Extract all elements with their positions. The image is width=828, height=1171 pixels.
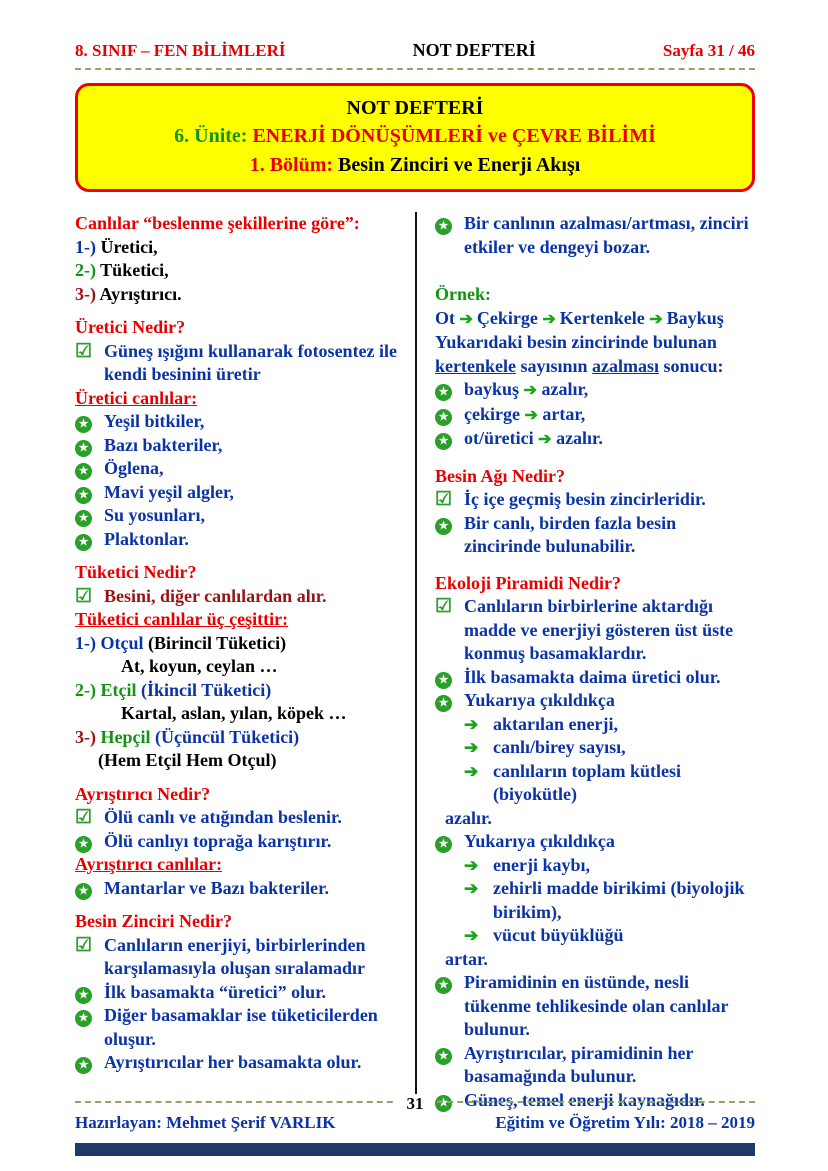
- star-icon: ★: [435, 836, 452, 853]
- text-line: [435, 713, 755, 737]
- check-bullet-icon: ☑: [75, 807, 93, 829]
- text-segment: aktarılan enerji,: [493, 713, 618, 734]
- text-line: [75, 481, 415, 505]
- text-segment: Bazı bakteriler,: [104, 434, 223, 455]
- star-icon: ★: [75, 1010, 92, 1027]
- line-text: [445, 808, 492, 828]
- line-text: [75, 784, 210, 804]
- text-segment: Üretici,: [96, 236, 158, 257]
- star-icon: ★: [75, 487, 92, 504]
- text-line: [435, 807, 755, 831]
- text-segment: Besini, diğer canlılardan alır.: [104, 585, 327, 606]
- text-segment: ➔: [459, 310, 477, 328]
- footer-author: Hazırlayan: Mehmet Şerif VARLIK: [75, 1113, 336, 1132]
- star-bullet-icon: [75, 981, 104, 1005]
- star-bullet-icon: [435, 971, 464, 995]
- text-line: [75, 259, 415, 283]
- text-segment: Öglena,: [104, 458, 164, 479]
- line-text: [493, 713, 755, 737]
- header-title: NOT DEFTERİ: [412, 40, 536, 60]
- line-text: [75, 562, 197, 582]
- text-line: [435, 331, 755, 378]
- line-text: [104, 877, 415, 901]
- text-line: [75, 1004, 415, 1051]
- section-heading: [435, 572, 755, 596]
- arrow-bullet-icon: ➔: [464, 738, 479, 758]
- text-line: [435, 212, 755, 259]
- title-notebook-label: NOT DEFTERİ: [346, 97, 484, 119]
- text-line: [75, 679, 415, 703]
- text-segment: baykuş: [464, 379, 524, 400]
- footer-school-year: Eğitim ve Öğretim Yılı: 2018 – 2019: [495, 1113, 755, 1132]
- star-bullet-icon: [435, 1042, 464, 1066]
- line-text: [464, 971, 755, 1042]
- line-text: [98, 750, 276, 770]
- arrow-bullet-icon: ➔: [464, 761, 479, 781]
- footer-text-row: [75, 1113, 755, 1133]
- text-line: [75, 702, 415, 726]
- star-bullet-icon: [435, 427, 464, 451]
- line-text: [104, 340, 415, 387]
- star-bullet-icon: [435, 512, 464, 536]
- text-segment: ot/üretici: [464, 428, 539, 449]
- star-bullet-icon: [435, 212, 464, 236]
- text-line: [75, 434, 415, 458]
- text-line: [435, 877, 755, 924]
- text-segment: Üretici Nedir?: [75, 317, 186, 338]
- star-icon: ★: [75, 510, 92, 527]
- text-line: [75, 830, 415, 854]
- line-text: [75, 317, 185, 337]
- line-text: [104, 1051, 415, 1075]
- text-segment: İlk basamakta “üretici” olur.: [104, 981, 327, 1002]
- text-line: [435, 488, 755, 512]
- text-segment: Bir canlının azalması/artması, zinciri etkiler ve dengeyi bozar.: [464, 213, 749, 257]
- star-icon: ★: [75, 416, 92, 433]
- text-segment: (Hem Etçil Hem Otçul): [98, 750, 277, 771]
- section-name-label: Besin Zinciri ve Enerji Akışı: [333, 153, 581, 176]
- page-header: [0, 0, 828, 61]
- column-divider: [415, 212, 417, 1112]
- text-line: [75, 504, 415, 528]
- text-segment: Ölü canlıyı toprağa karıştırır.: [104, 830, 332, 851]
- line-text: [493, 877, 755, 924]
- text-segment: Plaktonlar.: [104, 528, 189, 549]
- text-segment: İç içe geçmiş besin zincirleridir.: [464, 489, 706, 510]
- star-icon: ★: [435, 218, 452, 235]
- star-icon: ★: [75, 987, 92, 1004]
- text-line: [435, 595, 755, 666]
- header-course-label: 8. SINIF – FEN BİLİMLERİ: [75, 41, 286, 60]
- text-segment: 3-): [75, 283, 96, 304]
- star-bullet-icon: [75, 1004, 104, 1028]
- spacer: [75, 306, 415, 316]
- star-icon: ★: [435, 409, 452, 426]
- star-icon: ★: [435, 518, 452, 535]
- text-segment: canlı/birey sayısı,: [493, 737, 626, 758]
- text-segment: Piramidinin en üstünde, nesli tükenme tehlikesinde olan canlılar bulunur.: [464, 972, 729, 1040]
- star-icon: ★: [435, 1048, 452, 1065]
- arrow-bullet-icon: ➔: [464, 879, 479, 899]
- text-line: [435, 689, 755, 713]
- star-bullet-icon: [75, 481, 104, 505]
- line-text: [464, 595, 755, 666]
- section-heading: [75, 910, 415, 934]
- text-line: [435, 307, 755, 332]
- star-bullet-icon: [75, 528, 104, 552]
- text-line: [75, 585, 415, 609]
- check-bullet-icon: ☑: [75, 585, 93, 607]
- header-dashed-rule: [75, 68, 755, 70]
- line-text: [104, 504, 415, 528]
- star-icon: ★: [75, 1057, 92, 1074]
- text-line: [435, 924, 755, 948]
- text-line: [75, 749, 415, 773]
- text-segment: ➔: [542, 310, 560, 328]
- header-page-indicator: Sayfa 31 / 46: [662, 41, 755, 60]
- bottom-navy-bar: [75, 1143, 755, 1156]
- text-line: [435, 403, 755, 428]
- text-line: [75, 340, 415, 387]
- text-segment: 3-): [75, 726, 96, 747]
- unit-number-label: 6. Ünite:: [174, 125, 248, 148]
- star-icon: ★: [435, 1095, 452, 1112]
- text-segment: Diğer basamaklar ise tüketicilerden oluşur.: [104, 1005, 378, 1049]
- text-line: [75, 410, 415, 434]
- text-segment: Ayrıştırıcılar her basamakta olur.: [104, 1052, 362, 1073]
- text-segment: ➔: [538, 431, 552, 449]
- text-segment: kertenkele: [435, 355, 516, 376]
- line-text: [104, 934, 415, 981]
- star-icon: ★: [75, 836, 92, 853]
- text-line: [75, 236, 415, 260]
- spacer: [75, 551, 415, 561]
- line-text: [75, 633, 286, 653]
- spacer: [435, 559, 755, 572]
- text-segment: Ayrıştırıcı Nedir?: [75, 783, 211, 804]
- line-text: [75, 609, 288, 629]
- line-text: [104, 528, 415, 552]
- text-segment: Canlıların birbirlerine aktardığı madde ve enerjiyi gösteren üst üste konmuş basamaklardır.: [464, 596, 734, 664]
- section-heading: [435, 283, 755, 307]
- star-bullet-icon: [75, 1051, 104, 1075]
- text-line: [435, 666, 755, 690]
- line-text: [435, 466, 565, 486]
- star-icon: ★: [435, 433, 452, 450]
- line-text: [493, 760, 755, 807]
- line-text: [75, 911, 232, 931]
- text-line: [435, 948, 755, 972]
- text-segment: Tüketici Nedir?: [75, 562, 197, 583]
- star-icon: ★: [75, 463, 92, 480]
- line-text: [445, 949, 488, 969]
- star-bullet-icon: [75, 830, 104, 854]
- unit-name-label: ENERJİ DÖNÜŞÜMLERİ ve ÇEVRE BİLİMİ: [247, 125, 656, 148]
- text-segment: artar,: [537, 403, 586, 424]
- text-line: [75, 528, 415, 552]
- text-segment: Mavi yeşil algler,: [104, 481, 234, 502]
- content-columns: [0, 192, 828, 1112]
- text-segment: azalır.: [445, 807, 492, 828]
- line-text: [435, 308, 724, 328]
- text-segment: Ot: [435, 307, 460, 328]
- text-line: [75, 726, 415, 750]
- title-line-2: [82, 122, 748, 150]
- line-text: [464, 689, 755, 713]
- text-segment: ➔: [524, 406, 538, 424]
- line-text: [104, 1004, 415, 1051]
- check-bullet-icon: ☑: [75, 340, 93, 362]
- text-segment: Hepçil: [96, 726, 155, 747]
- line-text: [464, 512, 755, 559]
- star-bullet-icon: [435, 378, 464, 402]
- check-bullet-icon: ☑: [75, 934, 93, 956]
- text-segment: azalması: [592, 355, 660, 376]
- star-icon: ★: [75, 534, 92, 551]
- text-line: [435, 1042, 755, 1089]
- text-line: [75, 283, 415, 307]
- line-text: [464, 830, 755, 854]
- title-line-1: [82, 94, 748, 122]
- text-segment: Tüketici,: [96, 260, 169, 281]
- line-text: [75, 854, 222, 874]
- right-column: [435, 212, 755, 1112]
- line-text: [464, 378, 755, 403]
- title-line-3: [82, 151, 748, 179]
- text-segment: Canlıların enerjiyi, birbirlerinden karşılamasıyla oluşan sıralamadır: [104, 934, 366, 979]
- text-line: [75, 655, 415, 679]
- star-icon: ★: [435, 977, 452, 994]
- text-line: [435, 760, 755, 807]
- line-text: [104, 585, 415, 609]
- star-bullet-icon: [435, 689, 464, 713]
- text-segment: At, koyun, ceylan …: [121, 656, 278, 677]
- text-segment: canlıların toplam kütlesi (biyokütle): [493, 760, 682, 805]
- text-segment: 2-): [75, 679, 96, 700]
- section-heading: [75, 608, 415, 632]
- section-number-label: 1. Bölüm:: [249, 153, 334, 176]
- text-segment: Yukarıdaki besin zincirinde bulunan: [435, 332, 717, 353]
- line-text: [104, 410, 415, 434]
- text-segment: Tüketici canlılar üç çeşittir:: [75, 609, 289, 630]
- spacer: [435, 259, 755, 283]
- text-segment: Güneş, temel enerji kaynağıdır.: [464, 1089, 705, 1110]
- check-bullet-icon: ☑: [435, 489, 453, 511]
- text-segment: Ölü canlı ve atığından beslenir.: [104, 807, 342, 828]
- line-text: [75, 727, 299, 747]
- text-segment: Su yosunları,: [104, 505, 206, 526]
- line-text: [75, 388, 197, 408]
- section-heading: [75, 387, 415, 411]
- text-line: [75, 1051, 415, 1075]
- star-icon: ★: [75, 440, 92, 457]
- line-text: [104, 806, 415, 830]
- text-segment: vücut büyüklüğü: [493, 925, 624, 946]
- line-text: [464, 403, 755, 428]
- line-text: [435, 284, 491, 304]
- text-segment: Ekoloji Piramidi Nedir?: [435, 572, 621, 593]
- spacer: [435, 452, 755, 465]
- text-segment: 1-): [75, 236, 96, 257]
- title-box: [75, 83, 755, 192]
- line-text: [104, 481, 415, 505]
- text-line: [75, 806, 415, 830]
- line-text: [493, 924, 755, 948]
- text-segment: ➔: [523, 382, 537, 400]
- text-segment: Besin Ağı Nedir?: [435, 465, 566, 486]
- text-segment: sayısının: [515, 355, 593, 376]
- text-segment: 2-): [75, 260, 96, 281]
- text-segment: Bir canlı, birden fazla besin zincirinde bulunabilir.: [464, 512, 677, 557]
- line-text: [75, 237, 158, 257]
- page-number: 31: [397, 1094, 434, 1114]
- text-segment: Ayrıştırıcılar, piramidinin her basamağında bulunur.: [464, 1042, 694, 1087]
- star-icon: ★: [75, 883, 92, 900]
- text-segment: Yukarıya çıkıldıkça: [464, 831, 615, 852]
- text-segment: (İkincil Tüketici): [141, 679, 272, 700]
- text-segment: Etçil: [96, 679, 141, 700]
- text-segment: Çekirge: [476, 307, 543, 328]
- text-line: [435, 854, 755, 878]
- line-text: [464, 212, 755, 259]
- line-text: [493, 736, 755, 760]
- line-text: [464, 427, 755, 452]
- text-line: [75, 877, 415, 901]
- line-text: [75, 213, 360, 233]
- text-line: [435, 427, 755, 452]
- text-segment: İlk basamakta daima üretici olur.: [464, 666, 721, 687]
- text-line: [75, 457, 415, 481]
- star-bullet-icon: [75, 434, 104, 458]
- line-text: [75, 680, 271, 700]
- text-segment: Örnek:: [435, 284, 491, 305]
- text-segment: Güneş ışığını kullanarak fotosentez ile kendi besinini üretir: [104, 340, 398, 385]
- section-heading: [75, 316, 415, 340]
- text-segment: (Birincil Tüketici): [148, 632, 287, 653]
- star-bullet-icon: [435, 830, 464, 854]
- line-text: [75, 260, 169, 280]
- text-segment: Üretici canlılar:: [75, 387, 198, 408]
- text-line: [435, 830, 755, 854]
- star-bullet-icon: [75, 877, 104, 901]
- text-segment: enerji kaybı,: [493, 854, 590, 875]
- text-segment: Ayrıştırıcı canlılar:: [75, 854, 223, 875]
- line-text: [435, 573, 621, 593]
- section-heading: [75, 853, 415, 877]
- text-segment: Otçul: [96, 632, 148, 653]
- text-line: [75, 981, 415, 1005]
- text-segment: zehirli madde birikimi (biyolojik birikim),: [493, 878, 745, 922]
- line-text: [104, 434, 415, 458]
- text-segment: Ayrıştırıcı.: [96, 283, 182, 304]
- text-segment: Kertenkele: [559, 307, 650, 328]
- line-text: [121, 656, 278, 676]
- star-bullet-icon: [75, 410, 104, 434]
- text-line: [435, 378, 755, 403]
- text-segment: sonucu:: [659, 355, 724, 376]
- section-heading: [75, 783, 415, 807]
- text-line: [435, 512, 755, 559]
- text-segment: Kartal, aslan, yılan, köpek …: [121, 703, 347, 724]
- text-line: [435, 736, 755, 760]
- line-text: [464, 1042, 755, 1089]
- spacer: [75, 773, 415, 783]
- text-segment: 1-): [75, 632, 96, 653]
- line-text: [464, 666, 755, 690]
- line-text: [464, 488, 755, 512]
- text-line: [435, 971, 755, 1042]
- check-bullet-icon: ☑: [435, 596, 453, 618]
- line-text: [493, 854, 755, 878]
- text-segment: Mantarlar ve Bazı bakteriler.: [104, 877, 329, 898]
- text-line: [75, 934, 415, 981]
- text-segment: azalır.: [551, 428, 603, 449]
- text-segment: Besin Zinciri Nedir?: [75, 911, 232, 932]
- text-line: [75, 632, 415, 656]
- star-icon: ★: [435, 695, 452, 712]
- star-bullet-icon: [435, 403, 464, 427]
- left-column: [75, 212, 415, 1112]
- text-segment: çekirge: [464, 403, 525, 424]
- line-text: [104, 981, 415, 1005]
- arrow-bullet-icon: ➔: [464, 926, 479, 946]
- section-heading: [75, 561, 415, 585]
- line-text: [104, 830, 415, 854]
- line-text: [75, 284, 182, 304]
- text-segment: Yeşil bitkiler,: [104, 411, 205, 432]
- star-bullet-icon: [75, 457, 104, 481]
- text-segment: Canlılar “beslenme şekillerine göre”:: [75, 213, 360, 234]
- star-icon: ★: [435, 384, 452, 401]
- section-heading: [435, 465, 755, 489]
- text-segment: Yukarıya çıkıldıkça: [464, 690, 615, 711]
- text-segment: ➔: [649, 310, 667, 328]
- text-segment: Baykuş: [666, 307, 724, 328]
- spacer: [75, 900, 415, 910]
- text-segment: (Üçüncül Tüketici): [155, 726, 300, 747]
- line-text: [435, 332, 724, 376]
- section-heading: [75, 212, 415, 236]
- line-text: [104, 457, 415, 481]
- text-segment: azalır,: [536, 379, 589, 400]
- text-segment: artar.: [445, 948, 488, 969]
- star-bullet-icon: [435, 666, 464, 690]
- arrow-bullet-icon: ➔: [464, 714, 479, 734]
- arrow-bullet-icon: ➔: [464, 855, 479, 875]
- star-bullet-icon: [75, 504, 104, 528]
- line-text: [121, 703, 347, 723]
- star-icon: ★: [435, 672, 452, 689]
